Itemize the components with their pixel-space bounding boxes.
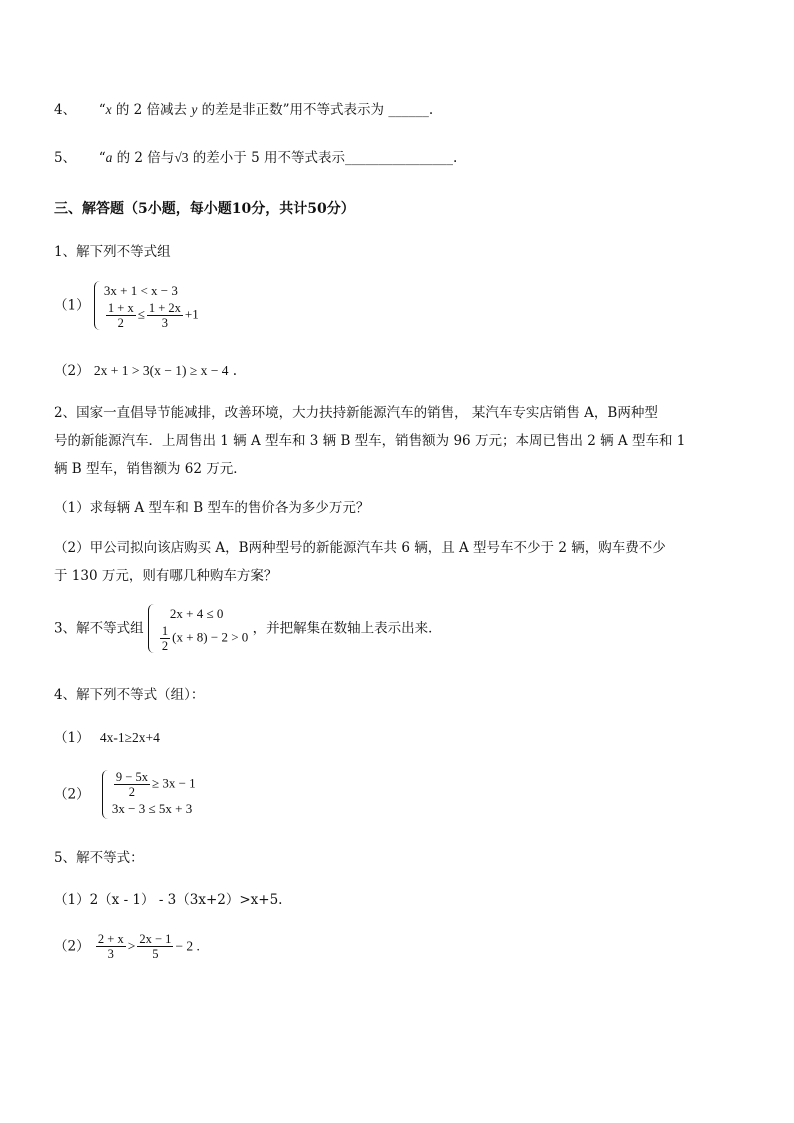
question-number: 4、 bbox=[54, 102, 77, 118]
problem-2-line-2: 号的新能源汽车．上周售出 1 辆 A 型车和 3 辆 B 型车，销售额为 96 万元；本周已售出 2 辆 A 型车和 1 bbox=[54, 433, 686, 449]
problem-2-line-1: 2、国家一直倡导节能减排，改善环境，大力扶持新能源汽车的销售， 某汽车专实店销售 A，B两种型 bbox=[54, 405, 658, 421]
problem-2-question-1: （1）求每辆 A 型车和 B 型车的售价各为多少万元？ bbox=[54, 500, 370, 516]
problem-2-line-3: 辆 B 型车，销售额为 62 万元． bbox=[54, 461, 247, 477]
problem-5-intro: 5、解不等式： bbox=[54, 850, 144, 866]
problem-5-part-2: （2） $\frac{2 + x}{3}$ > $\frac{2x - 1}{5}$ − 2 . bbox=[54, 932, 200, 961]
fraction: $\frac{2x - 1}{5}$ bbox=[139, 932, 172, 961]
part-label: （2） bbox=[54, 363, 90, 379]
question-number: 5、 bbox=[54, 150, 77, 166]
problem-5-part-1: （1）2（x - 1） - 3（3x+2）>x+5. bbox=[54, 892, 283, 908]
problem-4-intro: 4、解下列不等式（组）： bbox=[54, 687, 205, 703]
fraction: $\frac{1 + 2x}{3}$ bbox=[148, 301, 181, 330]
problem-1-intro: 1、解下列不等式组 bbox=[54, 244, 171, 260]
part-label: （2） bbox=[54, 786, 90, 803]
part-label: （1） bbox=[54, 297, 90, 314]
left-brace bbox=[102, 770, 109, 819]
problem-1-part-1 bbox=[54, 281, 199, 330]
problem-4-part-2 bbox=[54, 770, 196, 819]
fraction: $\frac{1 + x}{2}$ bbox=[107, 301, 134, 330]
part-label: （2） bbox=[54, 938, 90, 955]
fraction: $\frac{9 - 5x}{2}$ bbox=[115, 770, 148, 799]
sqrt-expression: √3 bbox=[174, 150, 189, 165]
problem-3: 3、解不等式组 2x + 4 ≤ 0 $\frac{1}{2}$ (x + 8) − 2 > 0 ，并把解集在数轴上表示出来． bbox=[54, 606, 442, 653]
fraction: $\frac{2 + x}{3}$ bbox=[97, 932, 124, 961]
left-brace bbox=[94, 281, 101, 330]
problem-1-part-2: （2） 2x + 1 > 3(x − 1) ≥ x − 4 . bbox=[54, 363, 238, 379]
question-4: 4、 “x 的 2 倍减去 y 的差是非正数”用不等式表示为 ______. bbox=[54, 102, 434, 118]
problem-2-question-2-line-1: （2）甲公司拟向该店购买 A，B两种型号的新能源汽车共 6 辆，且 A 型号车不少于 2 辆，购车费不少 bbox=[54, 540, 666, 556]
question-5: 5、 “a 的 2 倍与√3 的差小于 5 用不等式表示________________. bbox=[54, 150, 458, 166]
inequality-system: $\frac{9 - 5x}{2}$ ≥ 3x − 1 3x − 3 ≤ 5x + 3 bbox=[102, 770, 196, 819]
part-label: （1） bbox=[54, 730, 90, 746]
problem-4-part-1: （1） 4x-1≥2x+4 bbox=[54, 730, 160, 746]
problem-2-question-2-line-2: 于 130 万元，则有哪几种购车方案？ bbox=[54, 568, 278, 584]
left-brace bbox=[148, 604, 155, 653]
inequality-system: 3x + 1 < x − 3 $\frac{1 + x}{2}$ ≤ $\frac{1 + 2x}{3}$ +1 bbox=[94, 281, 199, 330]
section-heading: 三、解答题（5小题，每小题10分，共计50分） bbox=[54, 201, 355, 217]
fraction: $\frac{1}{2}$ bbox=[161, 624, 169, 653]
inequality-system: 2x + 4 ≤ 0 $\frac{1}{2}$ (x + 8) − 2 > 0 bbox=[148, 604, 248, 653]
